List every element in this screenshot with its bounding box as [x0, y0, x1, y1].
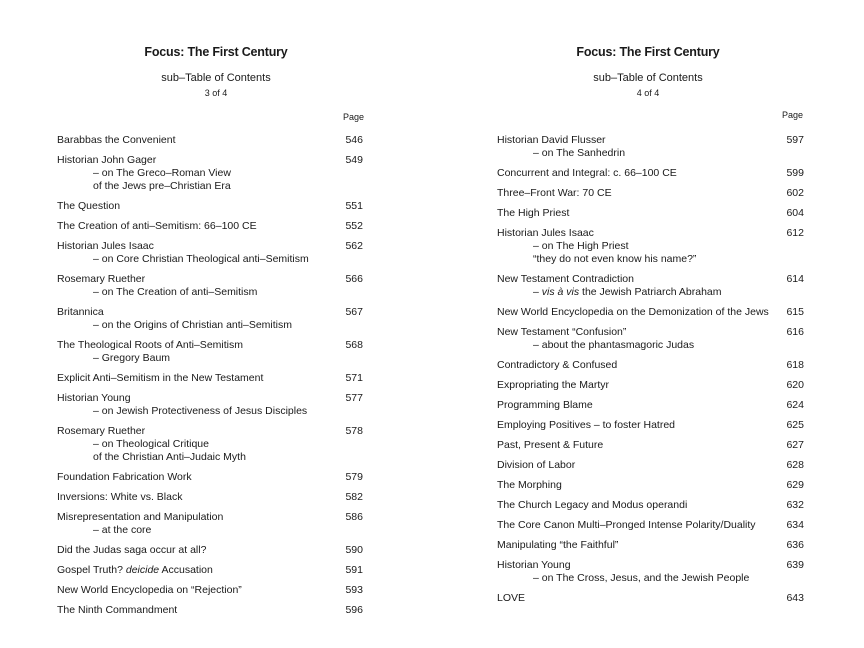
toc-entry-title: Misrepresentation and Manipulation — [57, 511, 224, 523]
toc-entry-page-number: 578 — [345, 425, 363, 437]
toc-entry-page-number: 586 — [345, 511, 363, 523]
toc-entry-subtitle: – on Core Christian Theological anti–Semitism — [93, 253, 309, 265]
toc-entry-page-number: 571 — [345, 372, 363, 384]
toc-entry-title: Explicit Anti–Semitism in the New Testament — [57, 372, 264, 384]
toc-entry-subtitle: – on The Sanhedrin — [533, 147, 626, 159]
toc-entry — [497, 479, 804, 492]
toc-entry-subtitle: “they do not even know his name?” — [533, 253, 697, 265]
toc-entry — [57, 491, 366, 504]
toc-entry-page-number: 590 — [345, 544, 363, 556]
toc-entry-title: Employing Positives – to foster Hatred — [497, 419, 675, 431]
page-subtitle: sub–Table of Contents — [161, 72, 271, 84]
toc-entry-title: Historian David Flusser — [497, 134, 606, 146]
toc-entry-page-number: 562 — [345, 240, 363, 252]
toc-entry — [497, 592, 804, 605]
toc-entry-page-number: 582 — [345, 491, 363, 503]
toc-entry — [497, 419, 804, 432]
toc-entry — [497, 273, 804, 299]
toc-entry — [57, 392, 366, 418]
toc-entry — [57, 564, 366, 577]
toc-entry — [497, 439, 804, 452]
toc-entry-title: Britannica — [57, 306, 104, 318]
toc-entry-page-number: 616 — [786, 326, 804, 338]
page-column-label: Page — [782, 110, 804, 120]
toc-entry — [57, 544, 366, 557]
toc-entry-title: Historian Young — [497, 559, 571, 571]
toc-entry-page-number: 636 — [786, 539, 804, 551]
toc-entry-title: Historian Young — [57, 392, 131, 404]
toc-entry — [57, 154, 366, 193]
toc-entry-title: Contradictory & Confused — [497, 359, 618, 371]
toc-entry-subtitle: of the Christian Anti–Judaic Myth — [93, 451, 246, 463]
toc-entry — [497, 499, 804, 512]
toc-entry — [57, 339, 366, 365]
page-title: Focus: The First Century — [144, 45, 288, 59]
toc-entry-subtitle: – on Jewish Protectiveness of Jesus Disciples — [93, 405, 308, 417]
toc-entry-page-number: 568 — [345, 339, 363, 351]
toc-entry-title: Division of Labor — [497, 459, 576, 471]
toc-entry-title: Manipulating “the Faithful” — [497, 539, 619, 551]
toc-entry — [57, 200, 366, 213]
toc-entry-page-number: 567 — [345, 306, 363, 318]
toc-entry-title: Rosemary Ruether — [57, 273, 146, 285]
toc-entry-title: The Creation of anti–Semitism: 66–100 CE — [57, 220, 257, 232]
toc-entry-title: Rosemary Ruether — [57, 425, 146, 437]
toc-entry-title: Inversions: White vs. Black — [57, 491, 183, 503]
page-count: 3 of 4 — [204, 88, 228, 98]
toc-entry-page-number: 549 — [345, 154, 363, 166]
toc-entry-title: The Core Canon Multi–Pronged Intense Polarity/Duality — [497, 519, 756, 531]
toc-entry-page-number: 566 — [345, 273, 363, 285]
toc-entry-title: The Question — [57, 200, 121, 212]
toc-entry — [497, 207, 804, 220]
toc-entry-page-number: 634 — [786, 519, 804, 531]
toc-entry — [57, 273, 366, 299]
toc-entry-title: New Testament Contradiction — [497, 273, 634, 285]
toc-entry-title: Three–Front War: 70 CE — [497, 187, 612, 199]
toc-entry-page-number: 643 — [786, 592, 804, 604]
toc-entry-page-number: 599 — [786, 167, 804, 179]
toc-entry-title: Foundation Fabrication Work — [57, 471, 192, 483]
toc-entry-subtitle: – on The Greco–Roman View — [93, 167, 231, 179]
toc-entry-subtitle: – on The Cross, Jesus, and the Jewish People — [533, 572, 750, 584]
toc-entry-subtitle: – on Theological Critique — [93, 438, 209, 450]
toc-entry-title: The Theological Roots of Anti–Semitism — [57, 339, 243, 351]
toc-entry — [57, 220, 366, 233]
toc-entry-title: Did the Judas saga occur at all? — [57, 544, 207, 556]
toc-entry-page-number: 629 — [786, 479, 804, 491]
toc-entry-page-number: 612 — [786, 227, 804, 239]
toc-entry-page-number: 632 — [786, 499, 804, 511]
toc-entry — [57, 372, 366, 385]
toc-entry-page-number: 577 — [345, 392, 363, 404]
toc-entry-subtitle: – vis à vis the Jewish Patriarch Abraham — [533, 286, 722, 298]
toc-entry — [57, 584, 366, 597]
toc-entry-page-number: 604 — [786, 207, 804, 219]
toc-entry — [57, 240, 366, 266]
toc-entry — [497, 187, 804, 200]
toc-entry-page-number: 625 — [786, 419, 804, 431]
toc-entry-page-number: 602 — [786, 187, 804, 199]
toc-entry-page-number: 552 — [345, 220, 363, 232]
toc-entry — [497, 227, 804, 266]
page-subtitle: sub–Table of Contents — [593, 72, 703, 84]
toc-entry-title: Concurrent and Integral: c. 66–100 CE — [497, 167, 677, 179]
toc-list — [57, 134, 366, 624]
toc-entry-page-number: 593 — [345, 584, 363, 596]
toc-entry — [497, 379, 804, 392]
toc-entry-title: Barabbas the Convenient — [57, 134, 176, 146]
toc-entry-subtitle: – on The Creation of anti–Semitism — [93, 286, 258, 298]
toc-entry-title: Historian John Gager — [57, 154, 157, 166]
toc-entry — [497, 359, 804, 372]
toc-entry — [497, 539, 804, 552]
toc-entry-title: New World Encyclopedia on the Demonization of the Jews — [497, 306, 769, 318]
toc-entry-page-number: 551 — [345, 200, 363, 212]
toc-entry — [57, 604, 366, 617]
toc-entry-title: Expropriating the Martyr — [497, 379, 610, 391]
toc-entry-page-number: 639 — [786, 559, 804, 571]
toc-entry — [57, 471, 366, 484]
toc-entry-page-number: 579 — [345, 471, 363, 483]
toc-entry-subtitle: – on The High Priest — [533, 240, 629, 252]
toc-entry-page-number: 597 — [786, 134, 804, 146]
toc-entry-subtitle: – Gregory Baum — [93, 352, 171, 364]
page-count: 4 of 4 — [636, 88, 660, 98]
toc-entry — [57, 306, 366, 332]
toc-entry — [497, 559, 804, 585]
toc-entry-title: New World Encyclopedia on “Rejection” — [57, 584, 242, 596]
toc-entry-page-number: 627 — [786, 439, 804, 451]
toc-entry-title: The Ninth Commandment — [57, 604, 178, 616]
toc-entry-title: The Church Legacy and Modus operandi — [497, 499, 688, 511]
toc-entry-page-number: 620 — [786, 379, 804, 391]
toc-entry — [497, 306, 804, 319]
toc-entry-page-number: 618 — [786, 359, 804, 371]
toc-entry — [497, 519, 804, 532]
toc-entry-page-number: 615 — [786, 306, 804, 318]
toc-entry-page-number: 596 — [345, 604, 363, 616]
toc-entry-title: Historian Jules Isaac — [57, 240, 154, 252]
toc-entry-subtitle: of the Jews pre–Christian Era — [93, 180, 231, 192]
toc-entry-title: The High Priest — [497, 207, 570, 219]
toc-entry — [497, 167, 804, 180]
toc-entry-page-number: 624 — [786, 399, 804, 411]
toc-entry-subtitle: – at the core — [93, 524, 152, 536]
toc-entry-title: New Testament “Confusion” — [497, 326, 627, 338]
toc-entry-subtitle: – on the Origins of Christian anti–Semitism — [93, 319, 293, 331]
toc-entry — [57, 425, 366, 464]
toc-entry — [497, 326, 804, 352]
toc-entry-page-number: 628 — [786, 459, 804, 471]
toc-entry-title: Gospel Truth? deicide Accusation — [57, 564, 213, 576]
toc-entry-page-number: 546 — [345, 134, 363, 146]
toc-entry — [57, 134, 366, 147]
toc-entry-title: Past, Present & Future — [497, 439, 604, 451]
toc-entry-title: The Morphing — [497, 479, 562, 491]
toc-entry-page-number: 614 — [786, 273, 804, 285]
toc-entry-title: Historian Jules Isaac — [497, 227, 594, 239]
toc-entry-subtitle: – about the phantasmagoric Judas — [533, 339, 695, 351]
page-column-label: Page — [343, 112, 365, 122]
toc-entry — [497, 459, 804, 472]
page-title: Focus: The First Century — [576, 45, 720, 59]
toc-entry — [497, 134, 804, 160]
toc-entry — [497, 399, 804, 412]
toc-entry-page-number: 591 — [345, 564, 363, 576]
toc-list — [497, 134, 804, 612]
toc-entry — [57, 511, 366, 537]
toc-entry-title: Programming Blame — [497, 399, 593, 411]
toc-entry-title: LOVE — [497, 592, 526, 604]
right-page — [432, 0, 864, 648]
